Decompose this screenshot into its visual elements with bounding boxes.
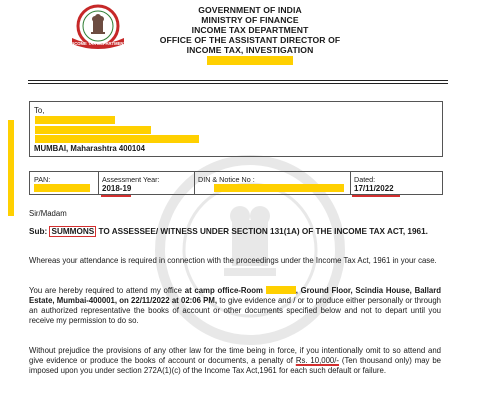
- para2-rest: to give evidence and / or to produce either personally or through an authorized representative the books of account or other documents specified below and not to depart until you receive my permission to do so.: [29, 296, 441, 325]
- date-underline-annotation: [352, 195, 400, 197]
- redacted-address-1: [35, 126, 151, 134]
- recipient-address-box: [29, 101, 443, 157]
- paragraph-summons-details: [29, 286, 441, 326]
- header-divider: [28, 80, 448, 81]
- pan-label: PAN:: [34, 175, 51, 184]
- redacted-name: [35, 116, 115, 124]
- pan-cell: [30, 172, 99, 194]
- redacted-office-name: [207, 56, 293, 65]
- redacted-din: [214, 184, 344, 192]
- redaction-mark: [8, 120, 14, 216]
- header-line-2: MINISTRY OF FINANCE: [201, 15, 299, 25]
- penalty-amount: Rs. 10,000/-: [295, 356, 340, 365]
- para2-intro: You are hereby required to attend my office: [29, 286, 185, 295]
- income-tax-logo: [62, 4, 134, 50]
- redacted-room: [266, 286, 296, 294]
- paragraph-penalty: [29, 346, 441, 376]
- redacted-address-2: [35, 135, 199, 143]
- camp-office-label: at camp office-Room: [184, 286, 266, 295]
- logo-banner-text: INCOME TAX DEPARTMENT: [70, 41, 126, 46]
- header-line-1: GOVERNMENT OF INDIA: [198, 5, 302, 15]
- venue-datetime: , Ground Floor, Scindia House, Ballard Estate, Mumbai-400001, on 22/11/2022 at 02:06 PM,: [29, 286, 441, 305]
- summons-boxed: SUMMONS: [51, 227, 95, 236]
- subject-line: [29, 226, 441, 237]
- para3-intro: Without prejudice the provisions of any other law for the time being in force, if you intentionally omit to so attend and give evidence or produce the books of account or documents, a penalty of: [29, 346, 441, 365]
- header-line-3: INCOME TAX DEPARTMENT: [191, 25, 309, 35]
- assessment-year-label: Assessment Year:: [102, 175, 160, 184]
- to-label: To,: [34, 106, 45, 115]
- header-line-5: INCOME TAX, INVESTIGATION: [186, 45, 314, 55]
- letterhead: [150, 5, 350, 65]
- emblem-icon: [62, 4, 134, 50]
- para3-rest: (Ten thousand only) may be imposed upon you under section 272A(1)(c) of the Income Tax Act,1961 for each such default or failure.: [29, 356, 441, 375]
- redacted-pan: [34, 184, 90, 192]
- paragraph-attendance: Whereas your attendance is required in connection with the proceedings under the Income Tax Act, 1961 in your case.: [29, 256, 437, 265]
- date-cell: [350, 172, 442, 194]
- city-line: MUMBAI, Maharashtra 400104: [34, 144, 145, 153]
- date-value: 17/11/2022: [354, 184, 394, 193]
- date-label: Dated:: [354, 175, 376, 184]
- subject-prefix: Sub:: [29, 227, 48, 236]
- notice-details-row: [29, 171, 443, 195]
- ay-underline-annotation: [101, 195, 131, 197]
- assessment-year-cell: [98, 172, 195, 194]
- header-line-4: OFFICE OF THE ASSISTANT DIRECTOR OF: [159, 35, 341, 45]
- din-label: DIN & Notice No :: [198, 175, 255, 184]
- header-divider-2: [28, 83, 448, 84]
- subject-text: TO ASSESSEE/ WITNESS UNDER SECTION 131(1A) OF THE INCOME TAX ACT, 1961.: [96, 227, 428, 236]
- din-cell: [194, 172, 351, 194]
- assessment-year-value: 2018-19: [102, 184, 132, 193]
- salutation: Sir/Madam: [29, 209, 67, 218]
